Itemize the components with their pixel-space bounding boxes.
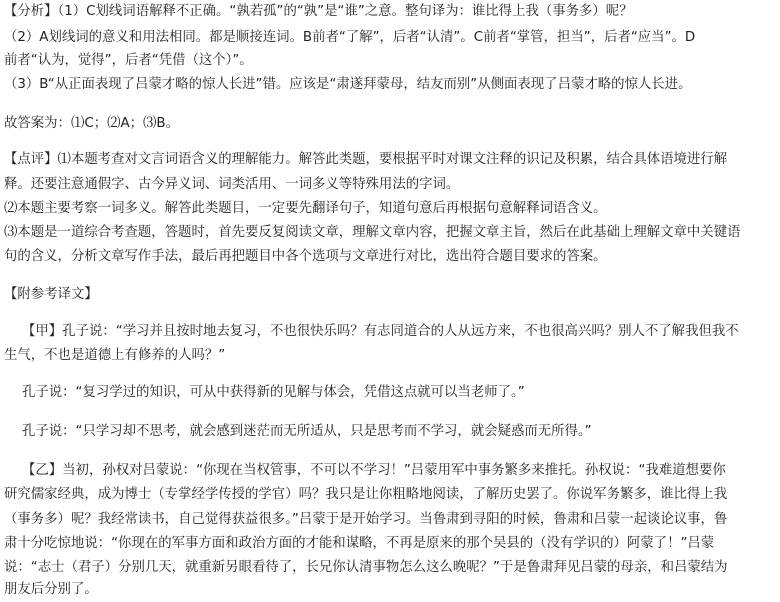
comment-line-5: 句的含义，分析文章写作手法，最后再把题目中各个选项与文章进行对比，选出符合题目要求的答案。 (4, 249, 607, 264)
answer-line: 故答案为：⑴C；⑵A；⑶B。 (4, 116, 179, 131)
comment-line-1: 【点评】⑴本题考查对文言词语含义的理解能力。解答此类题，要根据平时对课文注释的识记及积累，结合具体语境进行解 (4, 152, 728, 167)
translation-yi-line-4: 肃十分吃惊地说：“你现在的军事方面和政治方面的才能和谋略，不再是原来的那个吴县的（没有学识的）阿蒙了！”吕蒙 (4, 536, 715, 551)
comment-line-4: ⑶本题是一道综合考查题，答题时，首先要反复阅读文章，理解文章内容，把握文章主旨，然后在此基础上理解文章中关键语 (4, 225, 741, 240)
analysis-line-3: 前者“认为，觉得”，后者“凭借（这个）”。 (4, 53, 253, 68)
translation-yi-line-6: 朋友后分别了。 (4, 582, 98, 597)
translation-yi-line-2: 研究儒家经典，成为博士（专掌经学传授的学官）吗？我只是让你粗略地阅读，了解历史罢了。你说军务繁多，谁比得上我 (4, 487, 728, 502)
comment-line-3: ⑵本题主要考察一词多义。解答此类题目，一定要先翻译句子，知道句意后再根据句意解释词语含义。 (4, 201, 607, 216)
translation-paragraph-3: 孔子说：“只学习却不思考，就会感到迷茫而无所适从，只是思考而不学习，就会疑惑而无所得。” (22, 424, 592, 439)
translation-yi-line-5: 说：“志士（君子）分别几天，就重新另眼看待了，长兄你认清事物怎么这么晚呢？”于是鲁肃拜见吕蒙的母亲，和吕蒙结为 (4, 560, 728, 575)
comment-line-2: 释。还要注意通假字、古今异义词、词类活用、一词多义等特殊用法的字词。 (4, 177, 460, 192)
translation-yi-line-1: 【乙】当初，孙权对吕蒙说：“你现在当权管事，不可以不学习！”吕蒙用军中事务繁多来推托。孙权说：“我难道想要你 (22, 463, 726, 478)
translation-jia-line-2: 生气，不也是道德上有修养的人吗？” (4, 348, 226, 363)
translation-heading: 【附参考译文】 (4, 287, 98, 302)
analysis-line-4: （3）B“从正面表现了吕蒙才略的惊人长进”错。应该是“肃遂拜蒙母，结友而别”从侧面表现了吕蒙才略的惊人长进。 (4, 77, 692, 92)
analysis-line-1: 【分析】（1）C划线词语解释不正确。“孰若孤”的“孰”是“谁”之意。整句译为：谁比得上我（事务多）呢？ (4, 4, 633, 19)
translation-yi-line-3: （事务多）呢？我经常读书，自己觉得获益很多。”吕蒙于是开始学习。当鲁肃到寻阳的时候，鲁肃和吕蒙一起谈论议事，鲁 (4, 512, 728, 527)
translation-paragraph-2: 孔子说：“复习学过的知识，可从中获得新的见解与体会，凭借这点就可以当老师了。” (22, 385, 525, 400)
translation-jia-line-1: 【甲】孔子说：“学习并且按时地去复习，不也很快乐吗？有志同道合的人从远方来，不也很高兴吗？别人不了解我但我不 (22, 324, 739, 339)
analysis-line-2: （2）A划线词的意义和用法相同。都是顺接连词。B前者“了解”，后者“认清”。C前者“掌管，担当”，后者“应当”。D (4, 30, 696, 45)
